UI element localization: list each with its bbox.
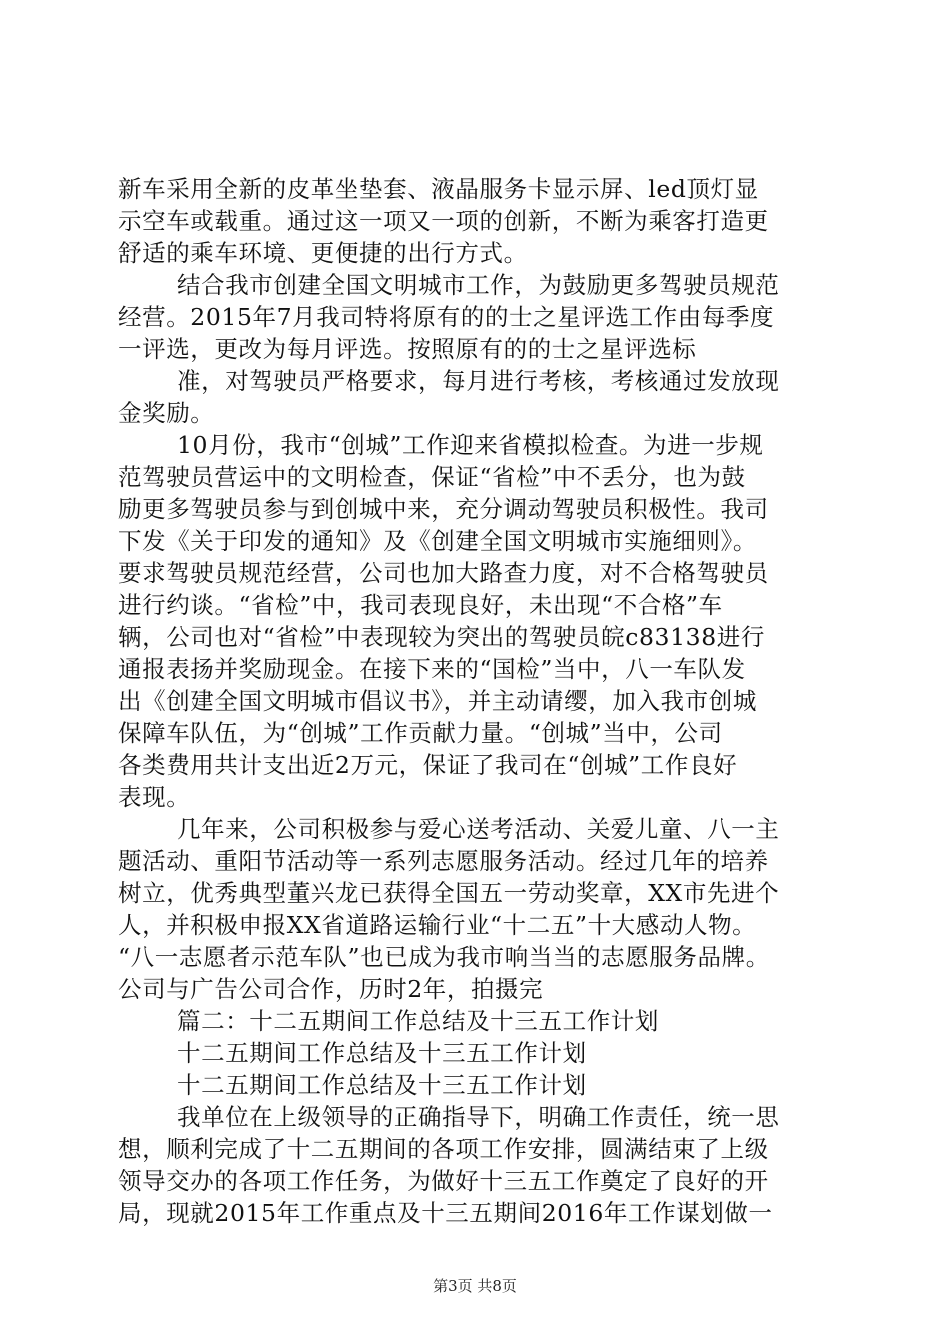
text-line: 下发《关于印发的通知》及《创建全国文明城市实施细则》。 xyxy=(118,527,757,555)
page-number-footer: 第3页 共8页 xyxy=(433,1277,517,1295)
text-line: 新车采用全新的皮革坐垫套、液晶服务卡显示屏、led顶灯显 xyxy=(118,175,759,203)
text-line: 准，对驾驶员严格要求，每月进行考核，考核通过发放现 xyxy=(177,367,780,395)
text-line: 领导交办的各项工作任务，为做好十三五工作奠定了良好的开 xyxy=(118,1167,769,1195)
section-heading: 篇二：十二五期间工作总结及十三五工作计划 xyxy=(177,1007,659,1035)
text-line: 金奖励。 xyxy=(118,399,215,427)
text-line: 要求驾驶员规范经营，公司也加大路查力度，对不合格驾驶员 xyxy=(118,559,769,587)
text-line: 我单位在上级领导的正确指导下，明确工作责任，统一思 xyxy=(177,1103,780,1131)
text-line: 各类费用共计支出近2万元，保证了我司在“创城”工作良好 xyxy=(118,751,738,779)
text-line: 示空车或载重。通过这一项又一项的创新，不断为乘客打造更 xyxy=(118,207,769,235)
text-line: 几年来，公司积极参与爱心送考活动、关爱儿童、八一主 xyxy=(177,815,780,843)
text-line: 保障车队伍，为“创城”工作贡献力量。“创城”当中，公司 xyxy=(118,719,723,747)
text-line: 励更多驾驶员参与到创城中来，充分调动驾驶员积极性。我司 xyxy=(118,495,769,523)
text-line: 想，顺利完成了十二五期间的各项工作安排，圆满结束了上级 xyxy=(118,1135,769,1163)
text-line: 结合我市创建全国文明城市工作，为鼓励更多驾驶员规范 xyxy=(177,271,780,299)
text-line: 一评选，更改为每月评选。按照原有的的士之星评选标 xyxy=(118,335,697,363)
text-line: 出《创建全国文明城市倡议书》，并主动请缨，加入我市创城 xyxy=(118,687,757,715)
text-line: 人，并积极申报XX省道路运输行业“十二五”十大感动人物。 xyxy=(118,911,757,939)
text-line: 题活动、重阳节活动等一系列志愿服务活动。经过几年的培养 xyxy=(118,847,769,875)
text-line: 范驾驶员营运中的文明检查，保证“省检”中不丢分，也为鼓 xyxy=(118,463,746,491)
text-line: 公司与广告公司合作，历时2年，拍摄完 xyxy=(118,975,544,1003)
text-line: 局，现就2015年工作重点及十三五期间2016年工作谋划做一 xyxy=(118,1199,773,1227)
text-line: “八一志愿者示范车队”也已成为我市响当当的志愿服务品牌。 xyxy=(118,943,770,971)
section-heading: 十二五期间工作总结及十三五工作计划 xyxy=(177,1039,587,1067)
text-line: 10月份，我市“创城”工作迎来省模拟检查。为进一步规 xyxy=(177,431,764,459)
text-line: 经营。2015年7月我司特将原有的的士之星评选工作由每季度 xyxy=(118,303,775,331)
text-line: 树立，优秀典型董兴龙已获得全国五一劳动奖章，XX市先进个 xyxy=(118,879,780,907)
section-heading: 十二五期间工作总结及十三五工作计划 xyxy=(177,1071,587,1099)
text-line: 舒适的乘车环境、更便捷的出行方式。 xyxy=(118,239,528,267)
text-line: 辆，公司也对“省检”中表现较为突出的驾驶员皖c83138进行 xyxy=(118,623,765,651)
text-line: 通报表扬并奖励现金。在接下来的“国检”当中，八一车队发 xyxy=(118,655,746,683)
text-line: 进行约谈。“省检”中，我司表现良好，未出现“不合格”车 xyxy=(118,591,723,619)
text-line: 表现。 xyxy=(118,783,191,811)
